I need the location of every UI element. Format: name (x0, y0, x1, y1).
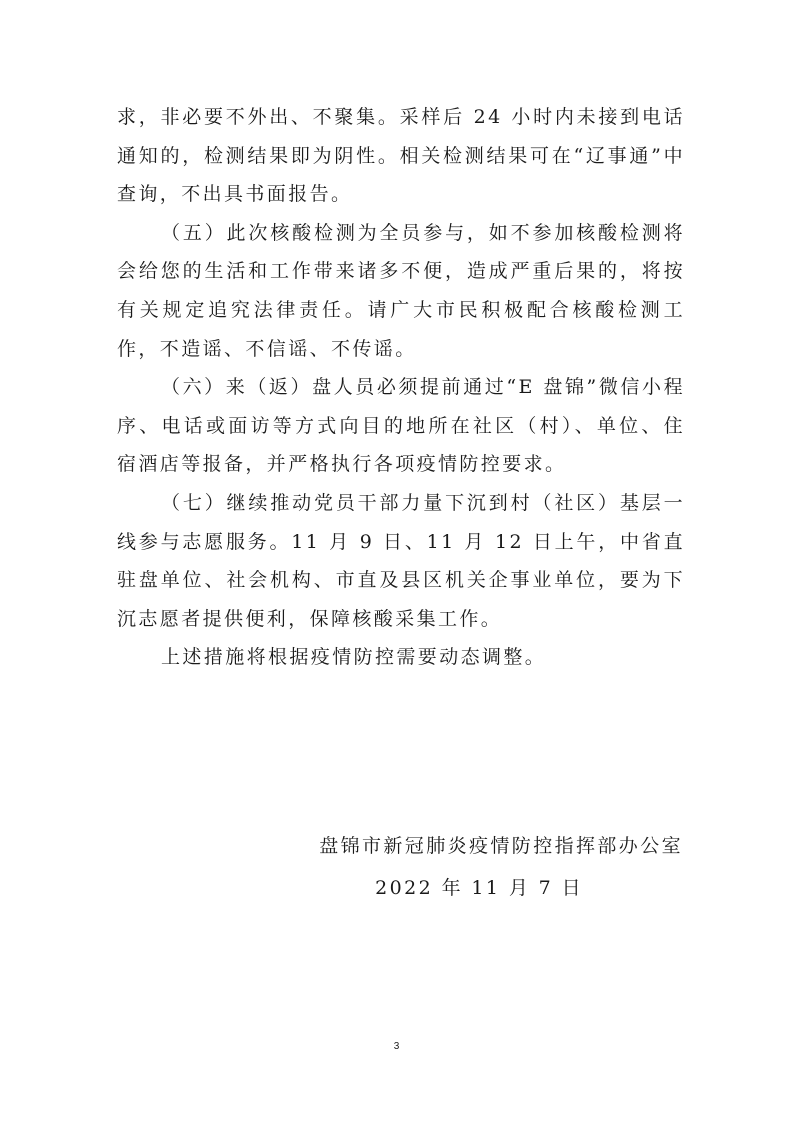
paragraph-item-5: （五）此次核酸检测为全员参与，如不参加核酸检测将会给您的生活和工作带来诸多不便，造成严重后果的，将按有关规定追究法律责任。请广大市民积极配合核酸检测工作，不造谣、不信谣、不传谣。 (117, 221, 685, 360)
paragraph-item-7: （七）继续推动党员干部力量下沉到村（社区）基层一线参与志愿服务。11 月 9 日、11 月 12 日上午，中省直驻盘单位、社会机构、市直及县区机关企事业单位，要为下沉志愿者提供便利，保障核酸采集工作。 (117, 491, 685, 630)
paragraph-item-6: （六）来（返）盘人员必须提前通过“E 盘锦”微信小程序、电话或面访等方式向目的地所在社区（村）、单位、住宿酒店等报备，并严格执行各项疫情防控要求。 (117, 376, 685, 476)
paragraph-continuation: 求，非必要不外出、不聚集。采样后 24 小时内未接到电话通知的，检测结果即为阴性。相关检测结果可在“辽事通”中查询，不出具书面报告。 (117, 106, 685, 206)
issuing-organization: 盘锦市新冠肺炎疫情防控指挥部办公室 (319, 835, 683, 857)
signature-block (293, 832, 693, 902)
page-number: 3 (393, 1041, 400, 1052)
document-body (117, 98, 685, 677)
issue-date: 2022 年 11 月 7 日 (375, 877, 583, 899)
paragraph-closing: 上述措施将根据疫情防控需要动态调整。 (161, 646, 547, 669)
